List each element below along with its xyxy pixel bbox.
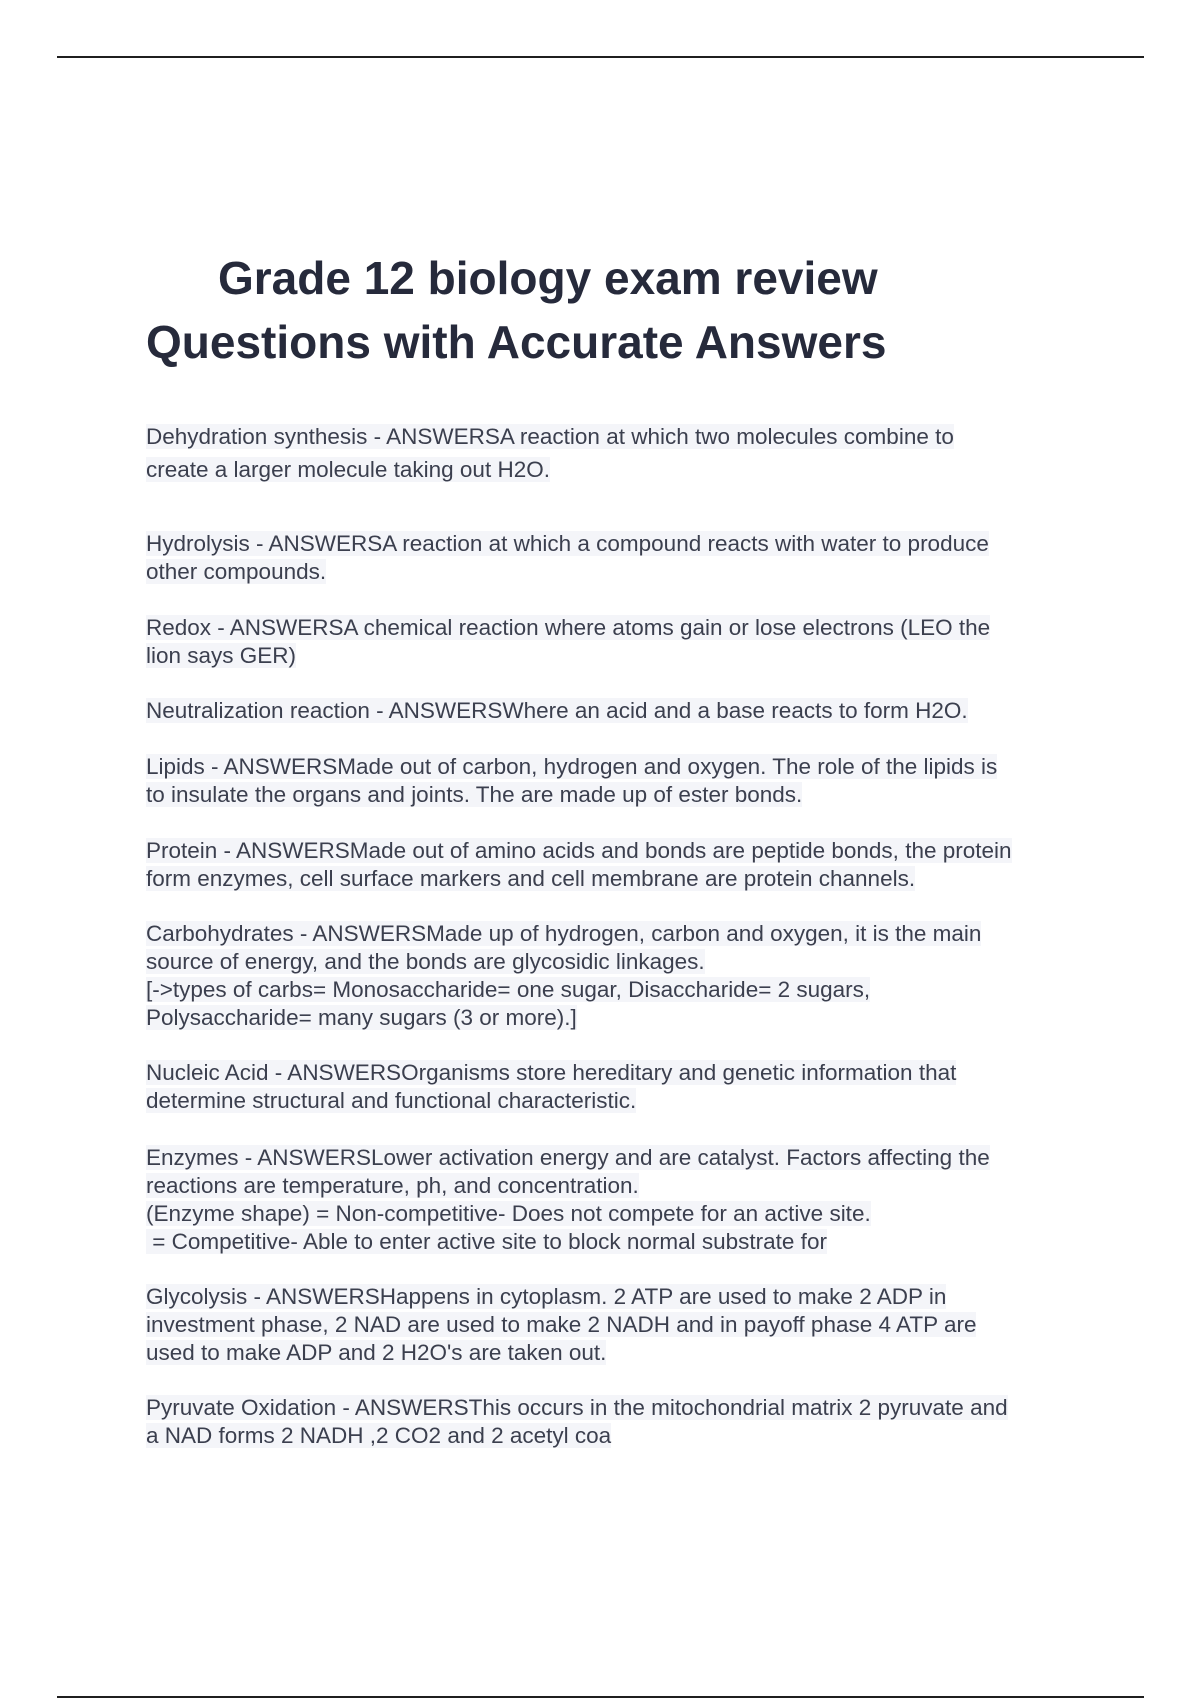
entry-line: Carbohydrates - ANSWERSMade up of hydrogen, carbon and oxygen, it is the main: [146, 921, 982, 946]
entry-line: used to make ADP and 2 H2O's are taken out.: [146, 1340, 607, 1365]
entry-line: form enzymes, cell surface markers and cell membrane are protein channels.: [146, 866, 916, 891]
qa-entry-neutralization-reaction: [146, 697, 1086, 725]
entry-line: Hydrolysis - ANSWERSA reaction at which a compound reacts with water to produce: [146, 531, 989, 556]
entry-line: lion says GER): [146, 643, 297, 668]
entry-line: Redox - ANSWERSA chemical reaction where atoms gain or lose electrons (LEO the: [146, 615, 991, 640]
qa-entry-glycolysis: [146, 1283, 1086, 1367]
entry-line: Enzymes - ANSWERSLower activation energy and are catalyst. Factors affecting the: [146, 1145, 990, 1170]
entry-line: Polysaccharide= many sugars (3 or more).]: [146, 1005, 577, 1030]
entry-line: Dehydration synthesis - ANSWERSA reaction at which two molecules combine to: [146, 424, 954, 449]
title-line: Questions with Accurate Answers: [146, 316, 887, 368]
entry-line: source of energy, and the bonds are glycosidic linkages.: [146, 949, 705, 974]
qa-entry-protein: [146, 837, 1086, 893]
entry-line: reactions are temperature, ph, and concentration.: [146, 1173, 639, 1198]
entry-line: Protein - ANSWERSMade out of amino acids and bonds are peptide bonds, the protein: [146, 838, 1012, 863]
entry-line: other compounds.: [146, 559, 327, 584]
entry-line: Lipids - ANSWERSMade out of carbon, hydrogen and oxygen. The role of the lipids is: [146, 754, 998, 779]
qa-entry-pyruvate-oxidation: [146, 1394, 1086, 1450]
title-line: Grade 12 biology exam review: [218, 252, 878, 304]
qa-entry-lipids: [146, 753, 1086, 809]
entry-line: determine structural and functional characteristic.: [146, 1088, 637, 1113]
entry-line: Pyruvate Oxidation - ANSWERSThis occurs in the mitochondrial matrix 2 pyruvate and: [146, 1395, 1008, 1420]
entry-line: Glycolysis - ANSWERSHappens in cytoplasm. 2 ATP are used to make 2 ADP in: [146, 1284, 947, 1309]
qa-entry-enzymes: [146, 1144, 1086, 1256]
qa-entry-carbohydrates: [146, 920, 1086, 1032]
entry-line: investment phase, 2 NAD are used to make 2 NADH and in payoff phase 4 ATP are: [146, 1312, 977, 1337]
document-title: [146, 246, 1126, 374]
qa-entry-nucleic-acid: [146, 1059, 1086, 1115]
entry-line: to insulate the organs and joints. The are made up of ester bonds.: [146, 782, 803, 807]
qa-entry-redox: [146, 614, 1086, 670]
entry-line: create a larger molecule taking out H2O.: [146, 457, 550, 482]
entry-line: [->types of carbs= Monosaccharide= one sugar, Disaccharide= 2 sugars,: [146, 977, 871, 1002]
top-rule: [57, 56, 1144, 58]
entry-line: a NAD forms 2 NADH ,2 CO2 and 2 acetyl coa: [146, 1423, 612, 1448]
qa-entry-dehydration-synthesis: [146, 420, 1086, 486]
entry-line: Nucleic Acid - ANSWERSOrganisms store hereditary and genetic information that: [146, 1060, 957, 1085]
qa-entry-hydrolysis: [146, 530, 1086, 586]
bottom-rule: [57, 1696, 1144, 1698]
entry-line: (Enzyme shape) = Non-competitive- Does not compete for an active site.: [146, 1201, 871, 1226]
entry-line: Neutralization reaction - ANSWERSWhere an acid and a base reacts to form H2O.: [146, 698, 968, 723]
entry-line: = Competitive- Able to enter active site to block normal substrate for: [146, 1229, 827, 1254]
